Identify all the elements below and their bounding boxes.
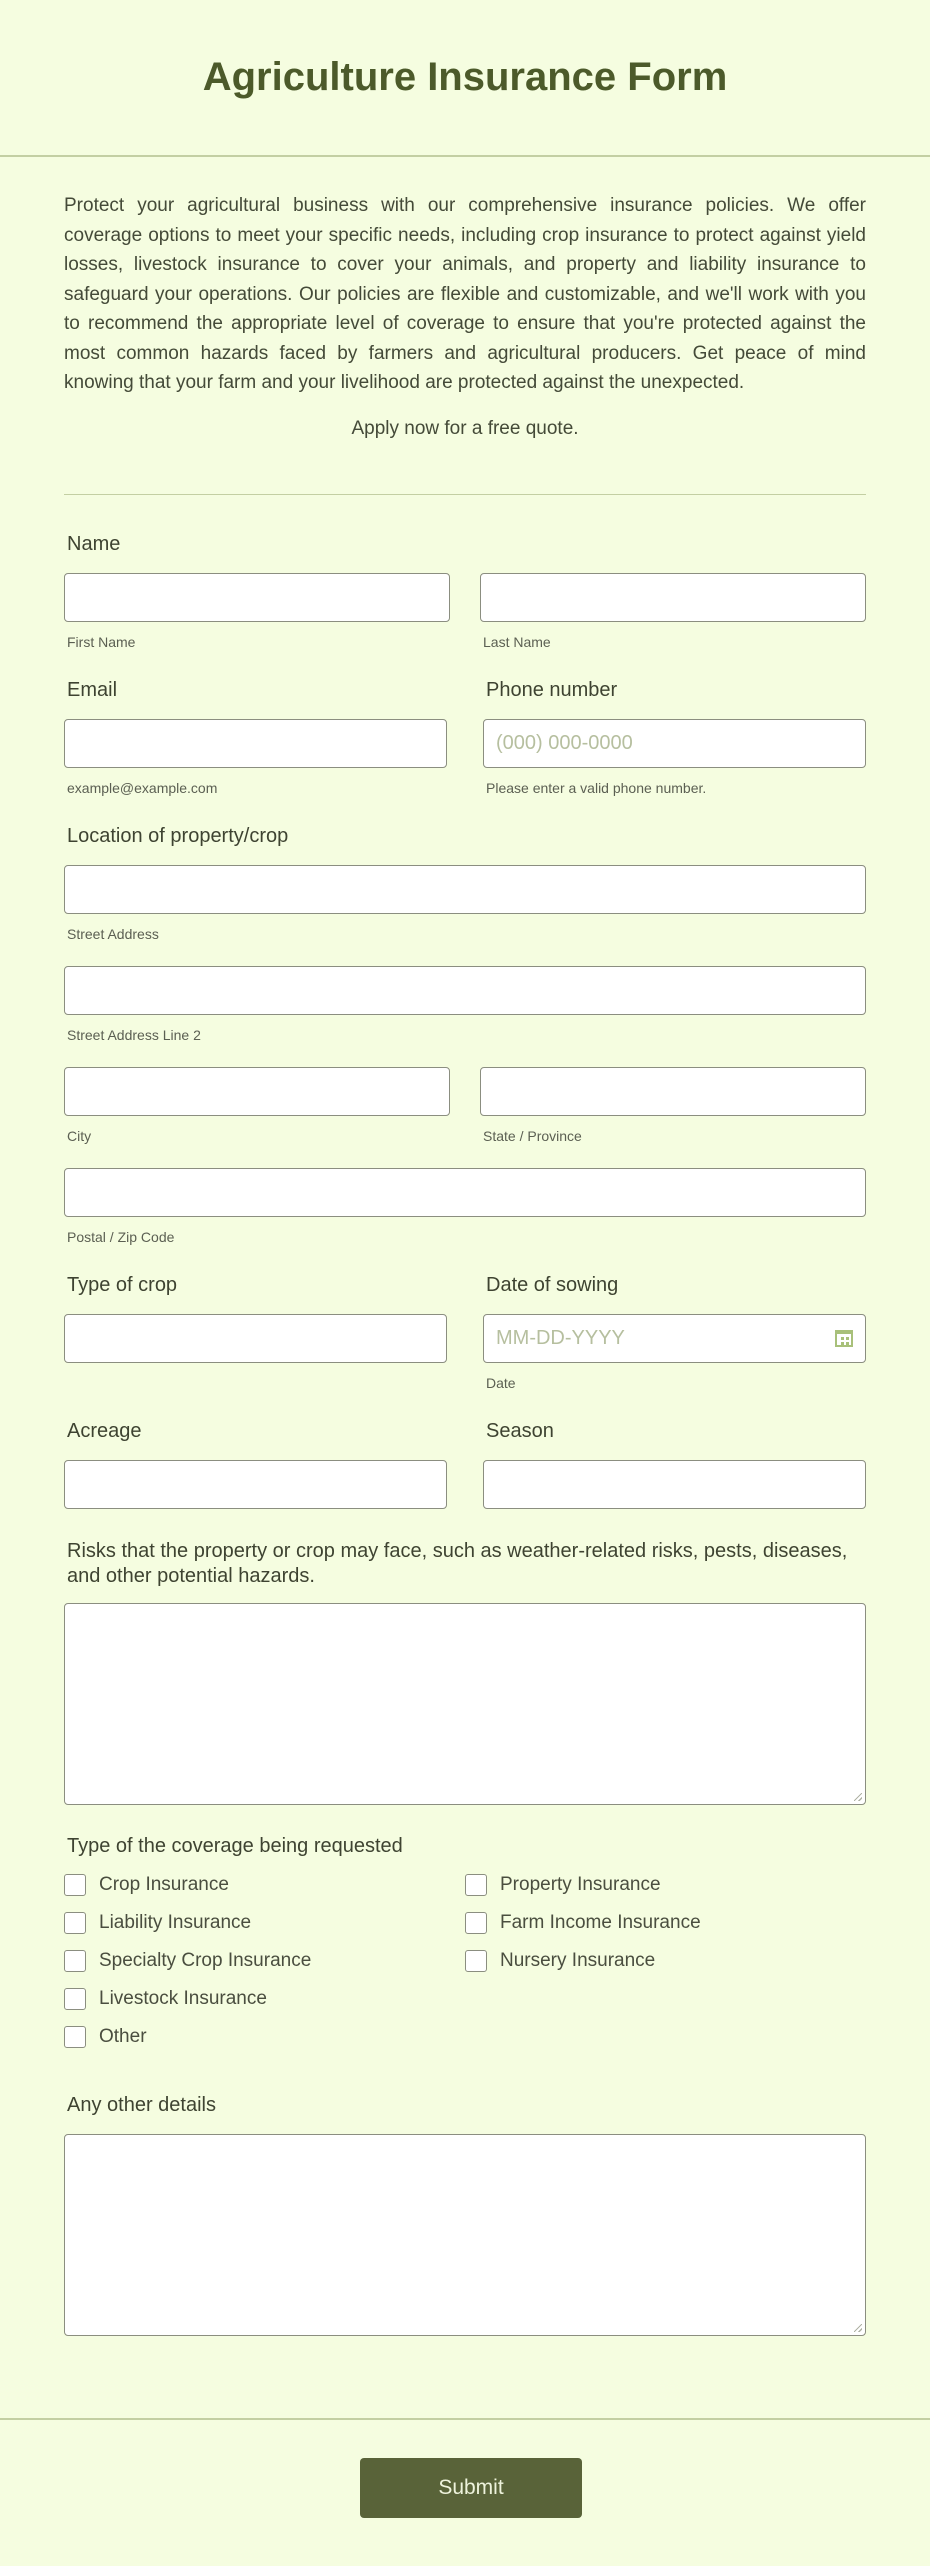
checkbox-specialty-crop-insurance[interactable] [64, 1950, 86, 1972]
intro-paragraph: Protect your agricultural business with our comprehensive insurance policies. We offer coverage options to meet your specific needs, including crop insurance to protect against yield losses, livestock insurance to cover your animals, and property and liability insurance to safeguard your operations. Our policies are flexible and customizable, and we'll work with you to recommend the appropriate level of coverage to ensure that you're protected against the most common hazards faced by farmers and agricultural producers. Get peace of mind knowing that your farm and your livelihood are protected against the unexpected. [64, 195, 866, 393]
contact-row [64, 679, 866, 796]
coverage-option[interactable] [64, 1904, 465, 1942]
other-details-field-group [64, 2094, 866, 2336]
checkbox-crop-insurance[interactable] [64, 1874, 86, 1896]
form-header [0, 0, 930, 157]
coverage-option[interactable] [64, 1942, 465, 1980]
coverage-option[interactable] [64, 2018, 465, 2056]
crop-type-input[interactable] [64, 1314, 447, 1363]
location-field-group [64, 825, 866, 1245]
apply-text: Apply now for a free quote. [351, 417, 579, 439]
coverage-option[interactable] [64, 1980, 465, 2018]
checkbox-liability-insurance[interactable] [64, 1912, 86, 1934]
phone-sublabel: Please enter a valid phone number. [486, 779, 707, 796]
checkbox-farm-income-insurance[interactable] [465, 1912, 487, 1934]
checkbox-label: Crop Insurance [99, 1873, 229, 1895]
form-content [0, 191, 930, 2336]
email-input[interactable] [64, 719, 447, 768]
season-input[interactable] [483, 1460, 866, 1509]
street-address-sublabel: Street Address [67, 925, 159, 942]
state-input[interactable] [480, 1067, 866, 1116]
location-label: Location of property/crop [67, 824, 289, 847]
checkbox-label: Liability Insurance [99, 1911, 252, 1933]
risks-label: Risks that the property or crop may face, such as weather-related risks, pests, diseases, and other potential hazards. [67, 1539, 848, 1587]
crop-type-label: Type of crop [67, 1273, 178, 1296]
coverage-option[interactable] [465, 1942, 866, 1980]
zip-code-input[interactable] [64, 1168, 866, 1217]
submit-button[interactable]: Submit [360, 2458, 582, 2518]
coverage-field-group [64, 1835, 866, 2056]
acreage-row [64, 1420, 866, 1509]
name-field-group [64, 533, 866, 650]
risks-field-group [64, 1539, 866, 1805]
sowing-date-placeholder: MM-DD-YYYY [496, 1326, 625, 1349]
coverage-label: Type of the coverage being requested [67, 1834, 403, 1857]
checkbox-label: Livestock Insurance [99, 1987, 267, 2009]
phone-input[interactable] [483, 719, 866, 768]
checkbox-label: Farm Income Insurance [500, 1911, 701, 1933]
first-name-input[interactable] [64, 573, 450, 622]
first-name-sublabel: First Name [67, 633, 136, 650]
sowing-date-label: Date of sowing [486, 1273, 619, 1296]
form-footer [0, 2418, 930, 2566]
sowing-date-input[interactable] [483, 1314, 866, 1363]
last-name-input[interactable] [480, 573, 866, 622]
email-label: Email [67, 678, 118, 701]
email-sublabel: example@example.com [67, 779, 218, 796]
city-sublabel: City [67, 1127, 92, 1144]
form-title: Agriculture Insurance Form [202, 55, 728, 99]
resize-grip-icon[interactable] [854, 1793, 862, 1801]
last-name-sublabel: Last Name [483, 633, 551, 650]
other-details-label: Any other details [67, 2093, 216, 2116]
calendar-icon[interactable] [835, 1330, 853, 1347]
crop-row [64, 1274, 866, 1391]
name-label: Name [67, 532, 121, 555]
resize-grip-icon[interactable] [854, 2324, 862, 2332]
section-divider [64, 494, 866, 495]
city-input[interactable] [64, 1067, 450, 1116]
acreage-input[interactable] [64, 1460, 447, 1509]
checkbox-label: Nursery Insurance [500, 1949, 656, 1971]
state-sublabel: State / Province [483, 1127, 582, 1144]
season-label: Season [486, 1419, 554, 1442]
checkbox-label: Property Insurance [500, 1873, 661, 1895]
phone-placeholder: (000) 000-0000 [496, 731, 633, 754]
checkbox-other[interactable] [64, 2026, 86, 2048]
street-address-line2-input[interactable] [64, 966, 866, 1015]
other-details-textarea[interactable] [64, 2134, 866, 2336]
street-address-input[interactable] [64, 865, 866, 914]
phone-label: Phone number [486, 678, 618, 701]
checkbox-property-insurance[interactable] [465, 1874, 487, 1896]
checkbox-label: Other [99, 2025, 147, 2047]
coverage-option[interactable] [465, 1904, 866, 1942]
sowing-date-sublabel: Date [486, 1374, 516, 1391]
acreage-label: Acreage [67, 1419, 142, 1442]
risks-textarea[interactable] [64, 1603, 866, 1805]
checkbox-nursery-insurance[interactable] [465, 1950, 487, 1972]
coverage-option[interactable] [64, 1866, 465, 1904]
checkbox-livestock-insurance[interactable] [64, 1988, 86, 2010]
street-address-line2-sublabel: Street Address Line 2 [67, 1026, 201, 1043]
checkbox-label: Specialty Crop Insurance [99, 1949, 312, 1971]
coverage-option[interactable] [465, 1866, 866, 1904]
zip-code-sublabel: Postal / Zip Code [67, 1228, 175, 1245]
